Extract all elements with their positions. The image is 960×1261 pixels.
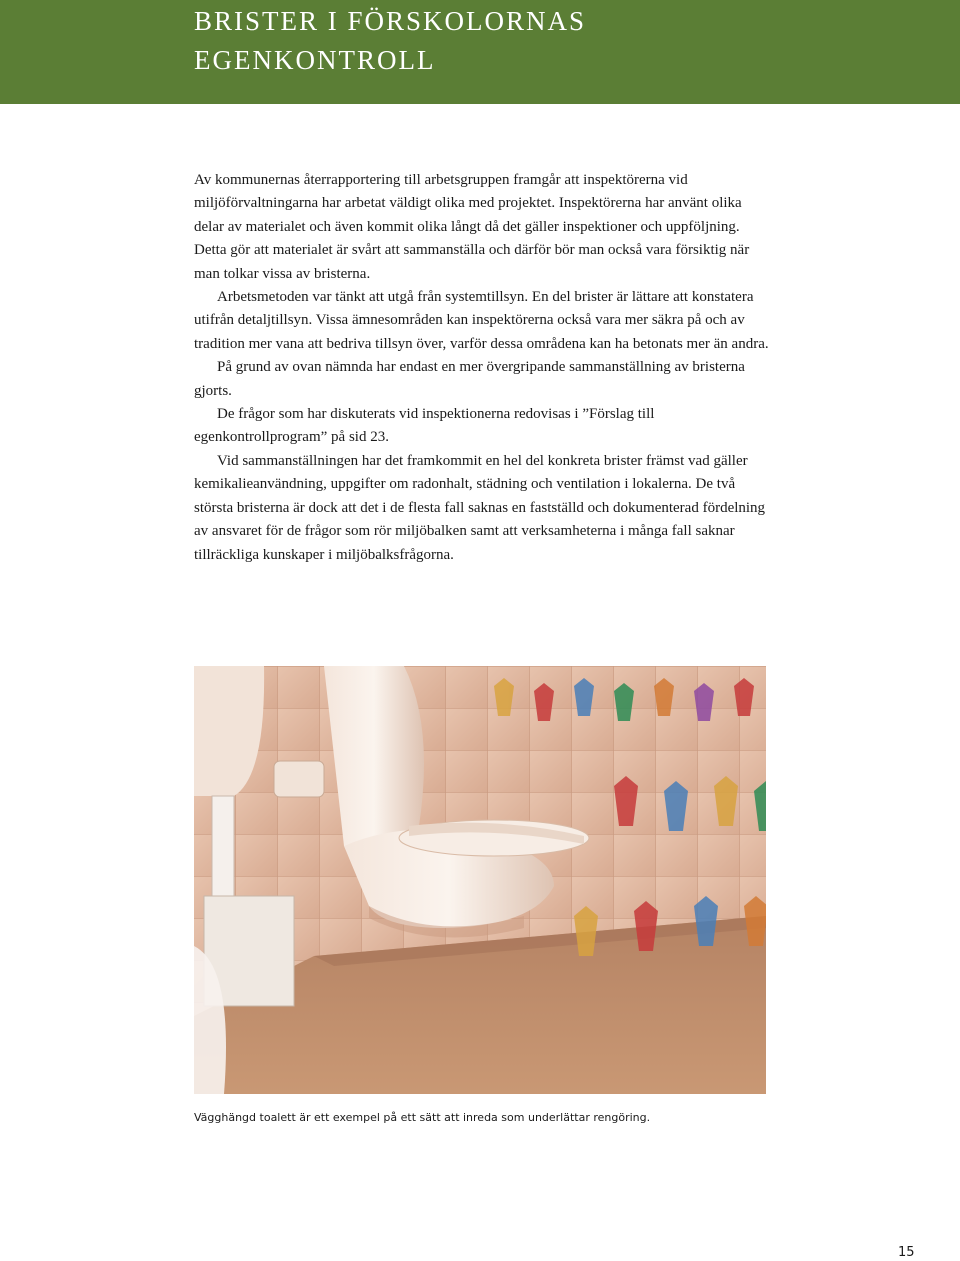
page-title-line-1: BRISTER I FÖRSKOLORNAS	[194, 6, 587, 36]
paragraph: Av kommunernas återrapportering till arbetsgruppen framgår att inspektörerna vid miljöförvaltningarna har arbetat väldigt olika med projektet. Inspektörerna har använt olika delar av materialet och även kommit olika långt då det gäller inspektioner och uppföljning. Detta gör att materialet är svårt att sammanställa och därför bör man också vara försiktig när man tolkar vissa av bristerna.	[194, 172, 750, 282]
page-number: 15	[898, 1245, 915, 1260]
header-banner	[0, 0, 960, 104]
paragraph: De frågor som har diskuterats vid inspektionerna redovisas i ”Förslag till egenkontrollprogram” på sid 23.	[194, 406, 655, 446]
toilet-photo	[194, 666, 766, 1094]
paragraph: Vid sammanställningen har det framkommit en hel del konkreta brister främst vad gäller kemikalieanvändning, uppgifter om radonhalt, städning och ventilation i lokalerna. De två största bristerna är dock att det i de flesta fall saknas en fastställd och dokumenterad fördelning av ansvaret för de frågor som rör miljöbalken samt att verksamheterna i många fall saknar tillräckliga kunskaper i miljöbalksfrågorna.	[194, 452, 766, 563]
body-text	[194, 169, 774, 567]
page-title	[194, 2, 586, 80]
photo-caption: Vägghängd toalett är ett exempel på ett sätt att inreda som underlättar rengöring.	[194, 1111, 651, 1124]
paragraph: Arbetsmetoden var tänkt att utgå från systemtillsyn. En del brister är lättare att konstatera utifrån detaljtillsyn. Vissa ämnesområden kan inspektörerna också vara mer säkra på och av tradition mer vana att bedriva tillsyn över, varför dessa områdena kan ha betonats mer än andra.	[194, 289, 769, 352]
paragraph: På grund av ovan nämnda har endast en mer övergripande sammanställning av bristerna gjorts.	[194, 359, 745, 399]
page-title-line-2: EGENKONTROLL	[194, 45, 436, 75]
